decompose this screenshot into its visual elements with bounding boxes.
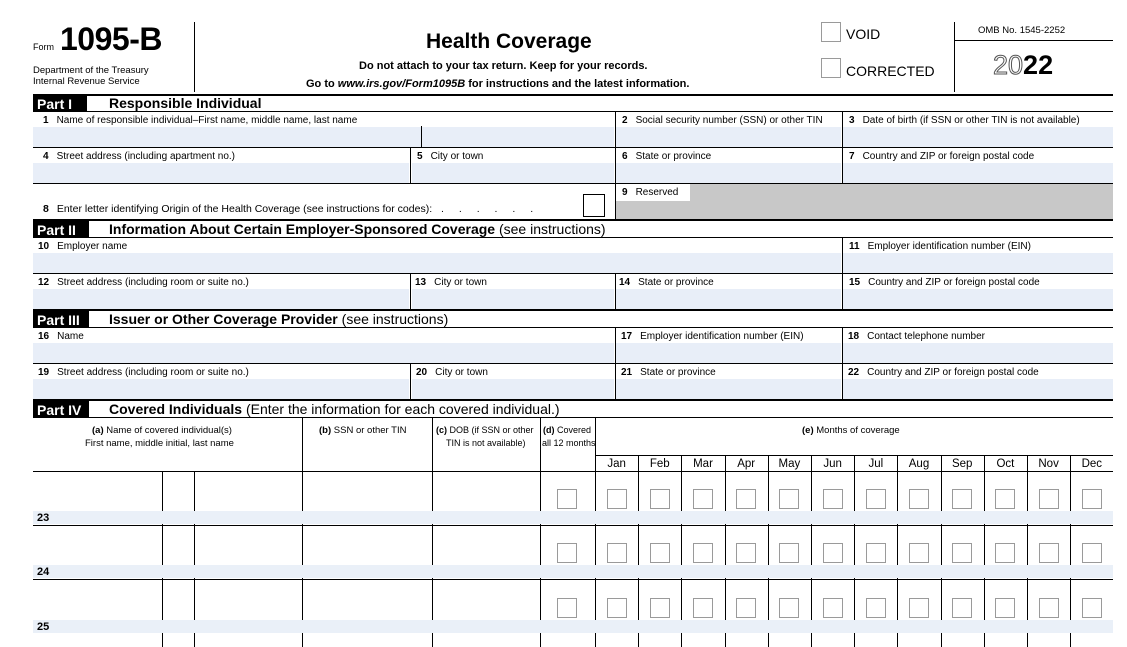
part1-tag: Part I xyxy=(33,95,87,111)
corrected-checkbox[interactable] xyxy=(821,58,841,78)
issuer-name-input[interactable] xyxy=(33,343,614,363)
row-25-name-first-input[interactable] xyxy=(33,580,162,634)
field-2: 2 Social security number (SSN) or other TIN xyxy=(622,115,823,126)
row-24-dec-checkbox[interactable] xyxy=(1082,543,1102,563)
void-label: VOID xyxy=(846,26,881,42)
month-header-sep: Sep xyxy=(951,458,973,470)
reserved-area-lower xyxy=(616,201,690,219)
row-23-dob-input[interactable] xyxy=(433,471,540,525)
row-25-aug-checkbox[interactable] xyxy=(909,598,929,618)
part2-title: Information About Certain Employer-Sponsored Coverage (see instructions) xyxy=(109,221,606,237)
instruction-prefix: Go to xyxy=(306,78,335,90)
row-number: 25 xyxy=(37,621,50,633)
ssn-input[interactable] xyxy=(616,127,841,147)
row-25-feb-checkbox[interactable] xyxy=(650,598,670,618)
month-header-mar: Mar xyxy=(693,458,713,470)
row-23-name-last-input[interactable] xyxy=(195,471,302,525)
country-zip-input[interactable] xyxy=(843,163,1113,183)
row-24-sep-checkbox[interactable] xyxy=(952,543,972,563)
row-number: 23 xyxy=(37,512,50,524)
field-7: 7 Country and ZIP or foreign postal code xyxy=(849,151,1035,162)
field-20: 20 City or town xyxy=(416,367,488,378)
row-25-jun-checkbox[interactable] xyxy=(823,598,843,618)
field-21: 21 State or province xyxy=(621,367,716,378)
row-25-all-months-checkbox[interactable] xyxy=(557,598,577,618)
field-3: 3 Date of birth (if SSN or other TIN is not available) xyxy=(849,115,1080,126)
row-24-feb-checkbox[interactable] xyxy=(650,543,670,563)
row-24-oct-checkbox[interactable] xyxy=(995,543,1015,563)
row-24-name-middle-input[interactable] xyxy=(163,525,194,579)
employer-country-input[interactable] xyxy=(843,289,1113,309)
row-number: 24 xyxy=(37,566,50,578)
tax-year xyxy=(993,52,1053,79)
field-15: 15 Country and ZIP or foreign postal code xyxy=(849,277,1040,288)
row-24-jul-checkbox[interactable] xyxy=(866,543,886,563)
row-23-jun-checkbox[interactable] xyxy=(823,489,843,509)
row-23-nov-checkbox[interactable] xyxy=(1039,489,1059,509)
field-19: 19 Street address (including room or suite no.) xyxy=(38,367,249,378)
row-25-jul-checkbox[interactable] xyxy=(866,598,886,618)
row-23-sep-checkbox[interactable] xyxy=(952,489,972,509)
row-25-dob-input[interactable] xyxy=(433,580,540,634)
row-24-mar-checkbox[interactable] xyxy=(693,543,713,563)
tax-year-suffix: 22 xyxy=(1023,50,1054,80)
field-12: 12 Street address (including room or suite no.) xyxy=(38,277,249,288)
field-22: 22 Country and ZIP or foreign postal code xyxy=(848,367,1039,378)
form-number: 1095-B xyxy=(60,21,162,57)
row-25-may-checkbox[interactable] xyxy=(779,598,799,618)
row-23-may-checkbox[interactable] xyxy=(779,489,799,509)
row-24-may-checkbox[interactable] xyxy=(779,543,799,563)
dept-line2: Internal Revenue Service xyxy=(33,76,140,87)
row-23-name-first-input[interactable] xyxy=(33,471,162,525)
field-13: 13 City or town xyxy=(415,277,487,288)
part2-tag: Part II xyxy=(33,221,89,237)
col-a-header-1: (a) Name of covered individual(s) xyxy=(92,425,232,436)
row-24-aug-checkbox[interactable] xyxy=(909,543,929,563)
col-b-header: (b) SSN or other TIN xyxy=(319,425,407,436)
col-d-header-1: (d) Covered xyxy=(543,425,592,435)
state-input[interactable] xyxy=(616,163,841,183)
part3-tag: Part III xyxy=(33,311,89,327)
instruction-suffix: for instructions and the latest information. xyxy=(468,78,690,90)
field-10: 10 Employer name xyxy=(38,241,128,252)
row-23-ssn-tin-input[interactable] xyxy=(303,471,432,525)
tax-year-prefix: 20 xyxy=(993,50,1024,80)
row-23-feb-checkbox[interactable] xyxy=(650,489,670,509)
issuer-ein-input[interactable] xyxy=(616,343,841,363)
row-25-dec-checkbox[interactable] xyxy=(1082,598,1102,618)
street-address-input[interactable] xyxy=(33,163,409,183)
row-25-oct-checkbox[interactable] xyxy=(995,598,1015,618)
row-24-dob-input[interactable] xyxy=(433,525,540,579)
month-header-oct: Oct xyxy=(996,458,1015,470)
field-1: 1 Name of responsible individual–First name, middle name, last name xyxy=(43,115,358,126)
row-25-nov-checkbox[interactable] xyxy=(1039,598,1059,618)
field-18: 18 Contact telephone number xyxy=(848,331,985,342)
part4-tag: Part IV xyxy=(33,401,89,417)
row-23-all-months-checkbox[interactable] xyxy=(557,489,577,509)
field-9: 9 Reserved xyxy=(622,187,679,198)
responsible-name-input[interactable] xyxy=(33,127,614,147)
origin-code-box[interactable] xyxy=(583,194,605,217)
col-d-header-2: all 12 months xyxy=(542,438,596,448)
col-e-header: (e) Months of coverage xyxy=(802,425,900,436)
month-header-dec: Dec xyxy=(1081,458,1103,470)
row-24-nov-checkbox[interactable] xyxy=(1039,543,1059,563)
row-25-ssn-tin-input[interactable] xyxy=(303,580,432,634)
row-25-name-last-input[interactable] xyxy=(195,580,302,634)
field-5: 5 City or town xyxy=(417,151,484,162)
employer-street-input[interactable] xyxy=(33,289,409,309)
instruction-url[interactable]: www.irs.gov/Form1095B xyxy=(337,78,466,90)
month-header-jun: Jun xyxy=(823,458,842,470)
instruction-line xyxy=(306,79,689,90)
form-subtitle: Do not attach to your tax return. Keep for your records. xyxy=(359,60,648,72)
month-header-nov: Nov xyxy=(1038,458,1059,470)
form-prefix: Form xyxy=(33,42,54,52)
field-16: 16 Name xyxy=(38,331,84,342)
row-23-jan-checkbox[interactable] xyxy=(607,489,627,509)
row-23-apr-checkbox[interactable] xyxy=(736,489,756,509)
field-14: 14 State or province xyxy=(619,277,714,288)
issuer-street-input[interactable] xyxy=(33,379,409,399)
row-25-apr-checkbox[interactable] xyxy=(736,598,756,618)
issuer-phone-input[interactable] xyxy=(843,343,1113,363)
row-24-jan-checkbox[interactable] xyxy=(607,543,627,563)
employer-name-input[interactable] xyxy=(33,253,841,273)
row-23-dec-checkbox[interactable] xyxy=(1082,489,1102,509)
issuer-city-input[interactable] xyxy=(412,379,614,399)
month-header-jul: Jul xyxy=(868,458,884,470)
row-23-mar-checkbox[interactable] xyxy=(693,489,713,509)
issuer-state-input[interactable] xyxy=(616,379,841,399)
void-checkbox[interactable] xyxy=(821,22,841,42)
employer-city-input[interactable] xyxy=(412,289,614,309)
form-title: Health Coverage xyxy=(426,30,592,53)
row-25-name-middle-input[interactable] xyxy=(163,580,194,634)
col-c-header-2: TIN is not available) xyxy=(446,438,526,448)
row-23-oct-checkbox[interactable] xyxy=(995,489,1015,509)
row-24-ssn-tin-input[interactable] xyxy=(303,525,432,579)
part4-title: Covered Individuals (Enter the information for each covered individual.) xyxy=(109,401,560,417)
corrected-label: CORRECTED xyxy=(846,63,935,79)
reserved-area xyxy=(690,184,1113,219)
row-24-all-months-checkbox[interactable] xyxy=(557,543,577,563)
row-24-jun-checkbox[interactable] xyxy=(823,543,843,563)
month-header-apr: Apr xyxy=(737,458,756,470)
row-23-aug-checkbox[interactable] xyxy=(909,489,929,509)
field-6: 6 State or province xyxy=(622,151,712,162)
issuer-country-input[interactable] xyxy=(843,379,1113,399)
col-c-header-1: (c) DOB (if SSN or other xyxy=(436,425,534,435)
field-4: 4 Street address (including apartment no.) xyxy=(43,151,235,162)
city-input[interactable] xyxy=(412,163,614,183)
month-header-jan: Jan xyxy=(607,458,626,470)
month-header-aug: Aug xyxy=(908,458,930,470)
omb-number: OMB No. 1545-2252 xyxy=(978,25,1066,36)
row-23-jul-checkbox[interactable] xyxy=(866,489,886,509)
dept-line1: Department of the Treasury xyxy=(33,65,149,76)
row-23-name-middle-input[interactable] xyxy=(163,471,194,525)
row-25-sep-checkbox[interactable] xyxy=(952,598,972,618)
part1-title: Responsible Individual xyxy=(109,95,262,111)
field-8: 8 Enter letter identifying Origin of the Health Coverage (see instructions for codes): . . . . . . xyxy=(43,203,540,215)
row-25-jan-checkbox[interactable] xyxy=(607,598,627,618)
field-17: 17 Employer identification number (EIN) xyxy=(621,331,804,342)
employer-ein-input[interactable] xyxy=(843,253,1113,273)
row-24-name-first-input[interactable] xyxy=(33,525,162,579)
dob-input[interactable] xyxy=(843,127,1113,147)
row-24-apr-checkbox[interactable] xyxy=(736,543,756,563)
part3-title: Issuer or Other Coverage Provider (see instructions) xyxy=(109,311,449,327)
col-a-header-2: First name, middle initial, last name xyxy=(85,438,234,449)
row-24-name-last-input[interactable] xyxy=(195,525,302,579)
month-header-may: May xyxy=(778,458,801,470)
month-header-feb: Feb xyxy=(649,458,670,470)
field-11: 11 Employer identification number (EIN) xyxy=(849,241,1031,252)
employer-state-input[interactable] xyxy=(616,289,841,309)
row-25-mar-checkbox[interactable] xyxy=(693,598,713,618)
